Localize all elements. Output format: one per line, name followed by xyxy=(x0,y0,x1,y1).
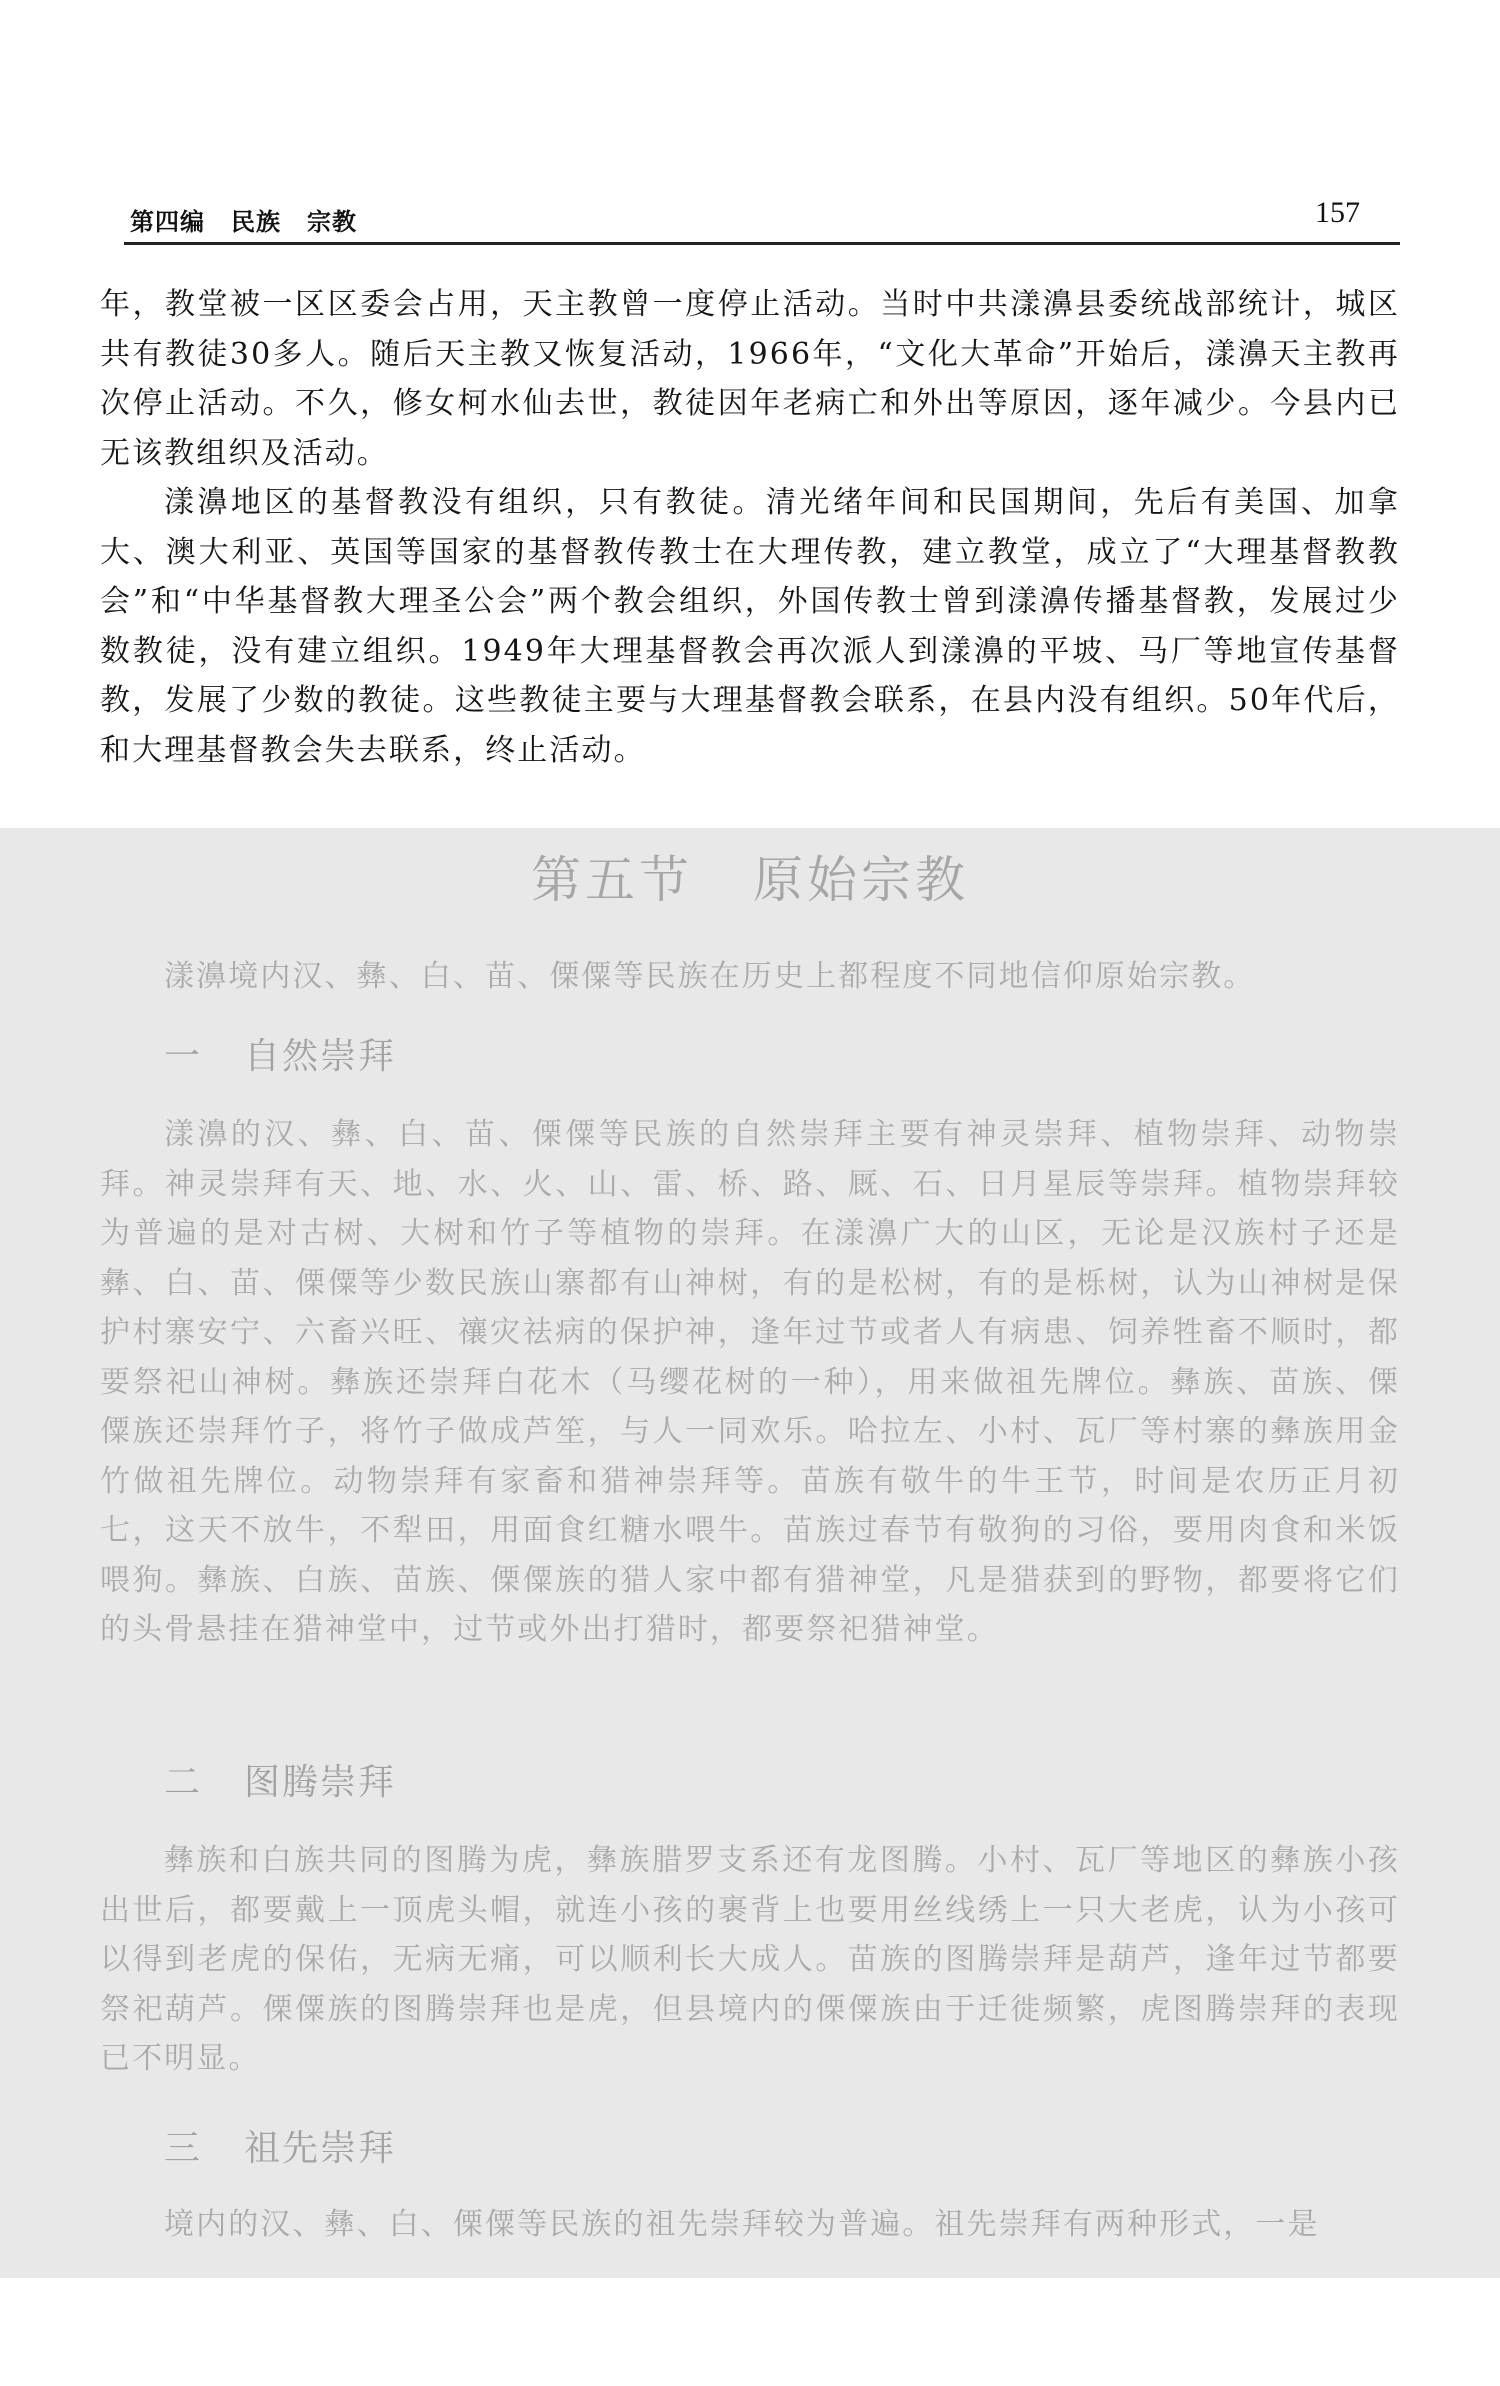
header-chapter xyxy=(130,202,383,237)
paragraph-totem-worship: 彝族和白族共同的图腾为虎，彝族腊罗支系还有龙图腾。小村、瓦厂等地区的彝族小孩出世后，都要戴上一顶虎头帽，就连小孩的裹背上也要用丝线绣上一只大老虎，认为小孩可以得到老虎的保佑，无病无痛，可以顺利长大成人。苗族的图腾崇拜是葫芦，逢年过节都要祭祀葫芦。傈僳族的图腾崇拜也是虎，但县境内的傈僳族由于迁徙频繁，虎图腾崇拜的表现已不明显。 xyxy=(100,1843,1400,2076)
section-title xyxy=(0,840,1500,912)
header-rule xyxy=(124,242,1400,245)
subsection-heading-totem xyxy=(164,1754,396,1805)
paragraph-ancestor-worship: 境内的汉、彝、白、傈僳等民族的祖先崇拜较为普遍。祖先崇拜有两种形式，一是 xyxy=(164,2207,1320,2242)
header-part: 第四编 xyxy=(130,208,205,236)
section-number: 第五节 xyxy=(531,851,693,909)
section-intro: 漾濞境内汉、彝、白、苗、傈僳等民族在历史上都程度不同地信仰原始宗教。 xyxy=(164,959,1256,994)
paragraph-protestant: 漾濞地区的基督教没有组织，只有教徒。清光绪年间和民国期间，先后有美国、加拿大、澳大利亚、英国等国家的基督教传教士在大理传教，建立教堂，成立了“大理基督教教会”和“中华基督教大理圣公会”两个教会组织，外国传教士曾到漾濞传播基督教，发展过少数教徒，没有建立组织。1949年大理基督教会再次派人到漾濞的平坡、马厂等地宣传基督教，发展了少数的教徒。这些教徒主要与大理基督教会联系，在县内没有组织。50年代后，和大理基督教会失去联系，终止活动。 xyxy=(100,485,1400,768)
paragraph-nature-worship: 漾濞的汉、彝、白、苗、傈僳等民族的自然崇拜主要有神灵崇拜、植物崇拜、动物崇拜。神灵崇拜有天、地、水、火、山、雷、桥、路、厩、石、日月星辰等崇拜。植物崇拜较为普遍的是对古树、大树和竹子等植物的崇拜。在漾濞广大的山区，无论是汉族村子还是彝、白、苗、傈僳等少数民族山寨都有山神树，有的是松树，有的是栎树，认为山神树是保护村寨安宁、六畜兴旺、禳灾祛病的保护神，逢年过节或者人有病患、饲养牲畜不顺时，都要祭祀山神树。彝族还崇拜白花木（马缨花树的一种），用来做祖先牌位。彝族、苗族、傈僳族还崇拜竹子，将竹子做成芦笙，与人一同欢乐。哈拉左、小村、瓦厂等村寨的彝族用金竹做祖先牌位。动物崇拜有家畜和猎神崇拜等。苗族有敬牛的牛王节，时间是农历正月初七，这天不放牛，不犁田，用面食红糖水喂牛。苗族过春节有敬狗的习俗，要用肉食和米饭喂狗。彝族、白族、苗族、傈僳族的猎人家中都有猎神堂，凡是猎获到的野物，都要将它们的头骨悬挂在猎神堂中，过节或外出打猎时，都要祭祀猎神堂。 xyxy=(100,1117,1400,1647)
body-text xyxy=(100,280,1400,775)
subsection-title: 图腾崇拜 xyxy=(244,1762,397,1803)
page-number: 157 xyxy=(1315,196,1360,229)
section-name: 原始宗教 xyxy=(753,851,969,909)
running-header xyxy=(124,196,1404,240)
subsection-title: 自然崇拜 xyxy=(244,1036,397,1077)
header-chapter-a: 民族 xyxy=(231,208,281,236)
header-chapter-b: 宗教 xyxy=(307,208,357,236)
subsection-number: 一 xyxy=(164,1036,203,1077)
subsection-heading-ancestor xyxy=(164,2120,396,2171)
subsection-body-nature xyxy=(100,1110,1400,1655)
section-intro-block xyxy=(100,952,1400,1002)
gray-highlight-region xyxy=(0,828,1500,2278)
subsection-number: 二 xyxy=(164,1762,203,1803)
subsection-body-totem xyxy=(100,1836,1400,2084)
subsection-heading-nature xyxy=(164,1028,396,1079)
subsection-number: 三 xyxy=(164,2128,203,2169)
subsection-body-ancestor xyxy=(100,2200,1400,2250)
subsection-title: 祖先崇拜 xyxy=(244,2128,397,2169)
paragraph-catholic: 年，教堂被一区区委会占用，天主教曾一度停止活动。当时中共漾濞县委统战部统计，城区共有教徒30多人。随后天主教又恢复活动，1966年，“文化大革命”开始后，漾濞天主教再次停止活动。不久，修女柯水仙去世，教徒因年老病亡和外出等原因，逐年减少。今县内已无该教组织及活动。 xyxy=(100,287,1400,471)
